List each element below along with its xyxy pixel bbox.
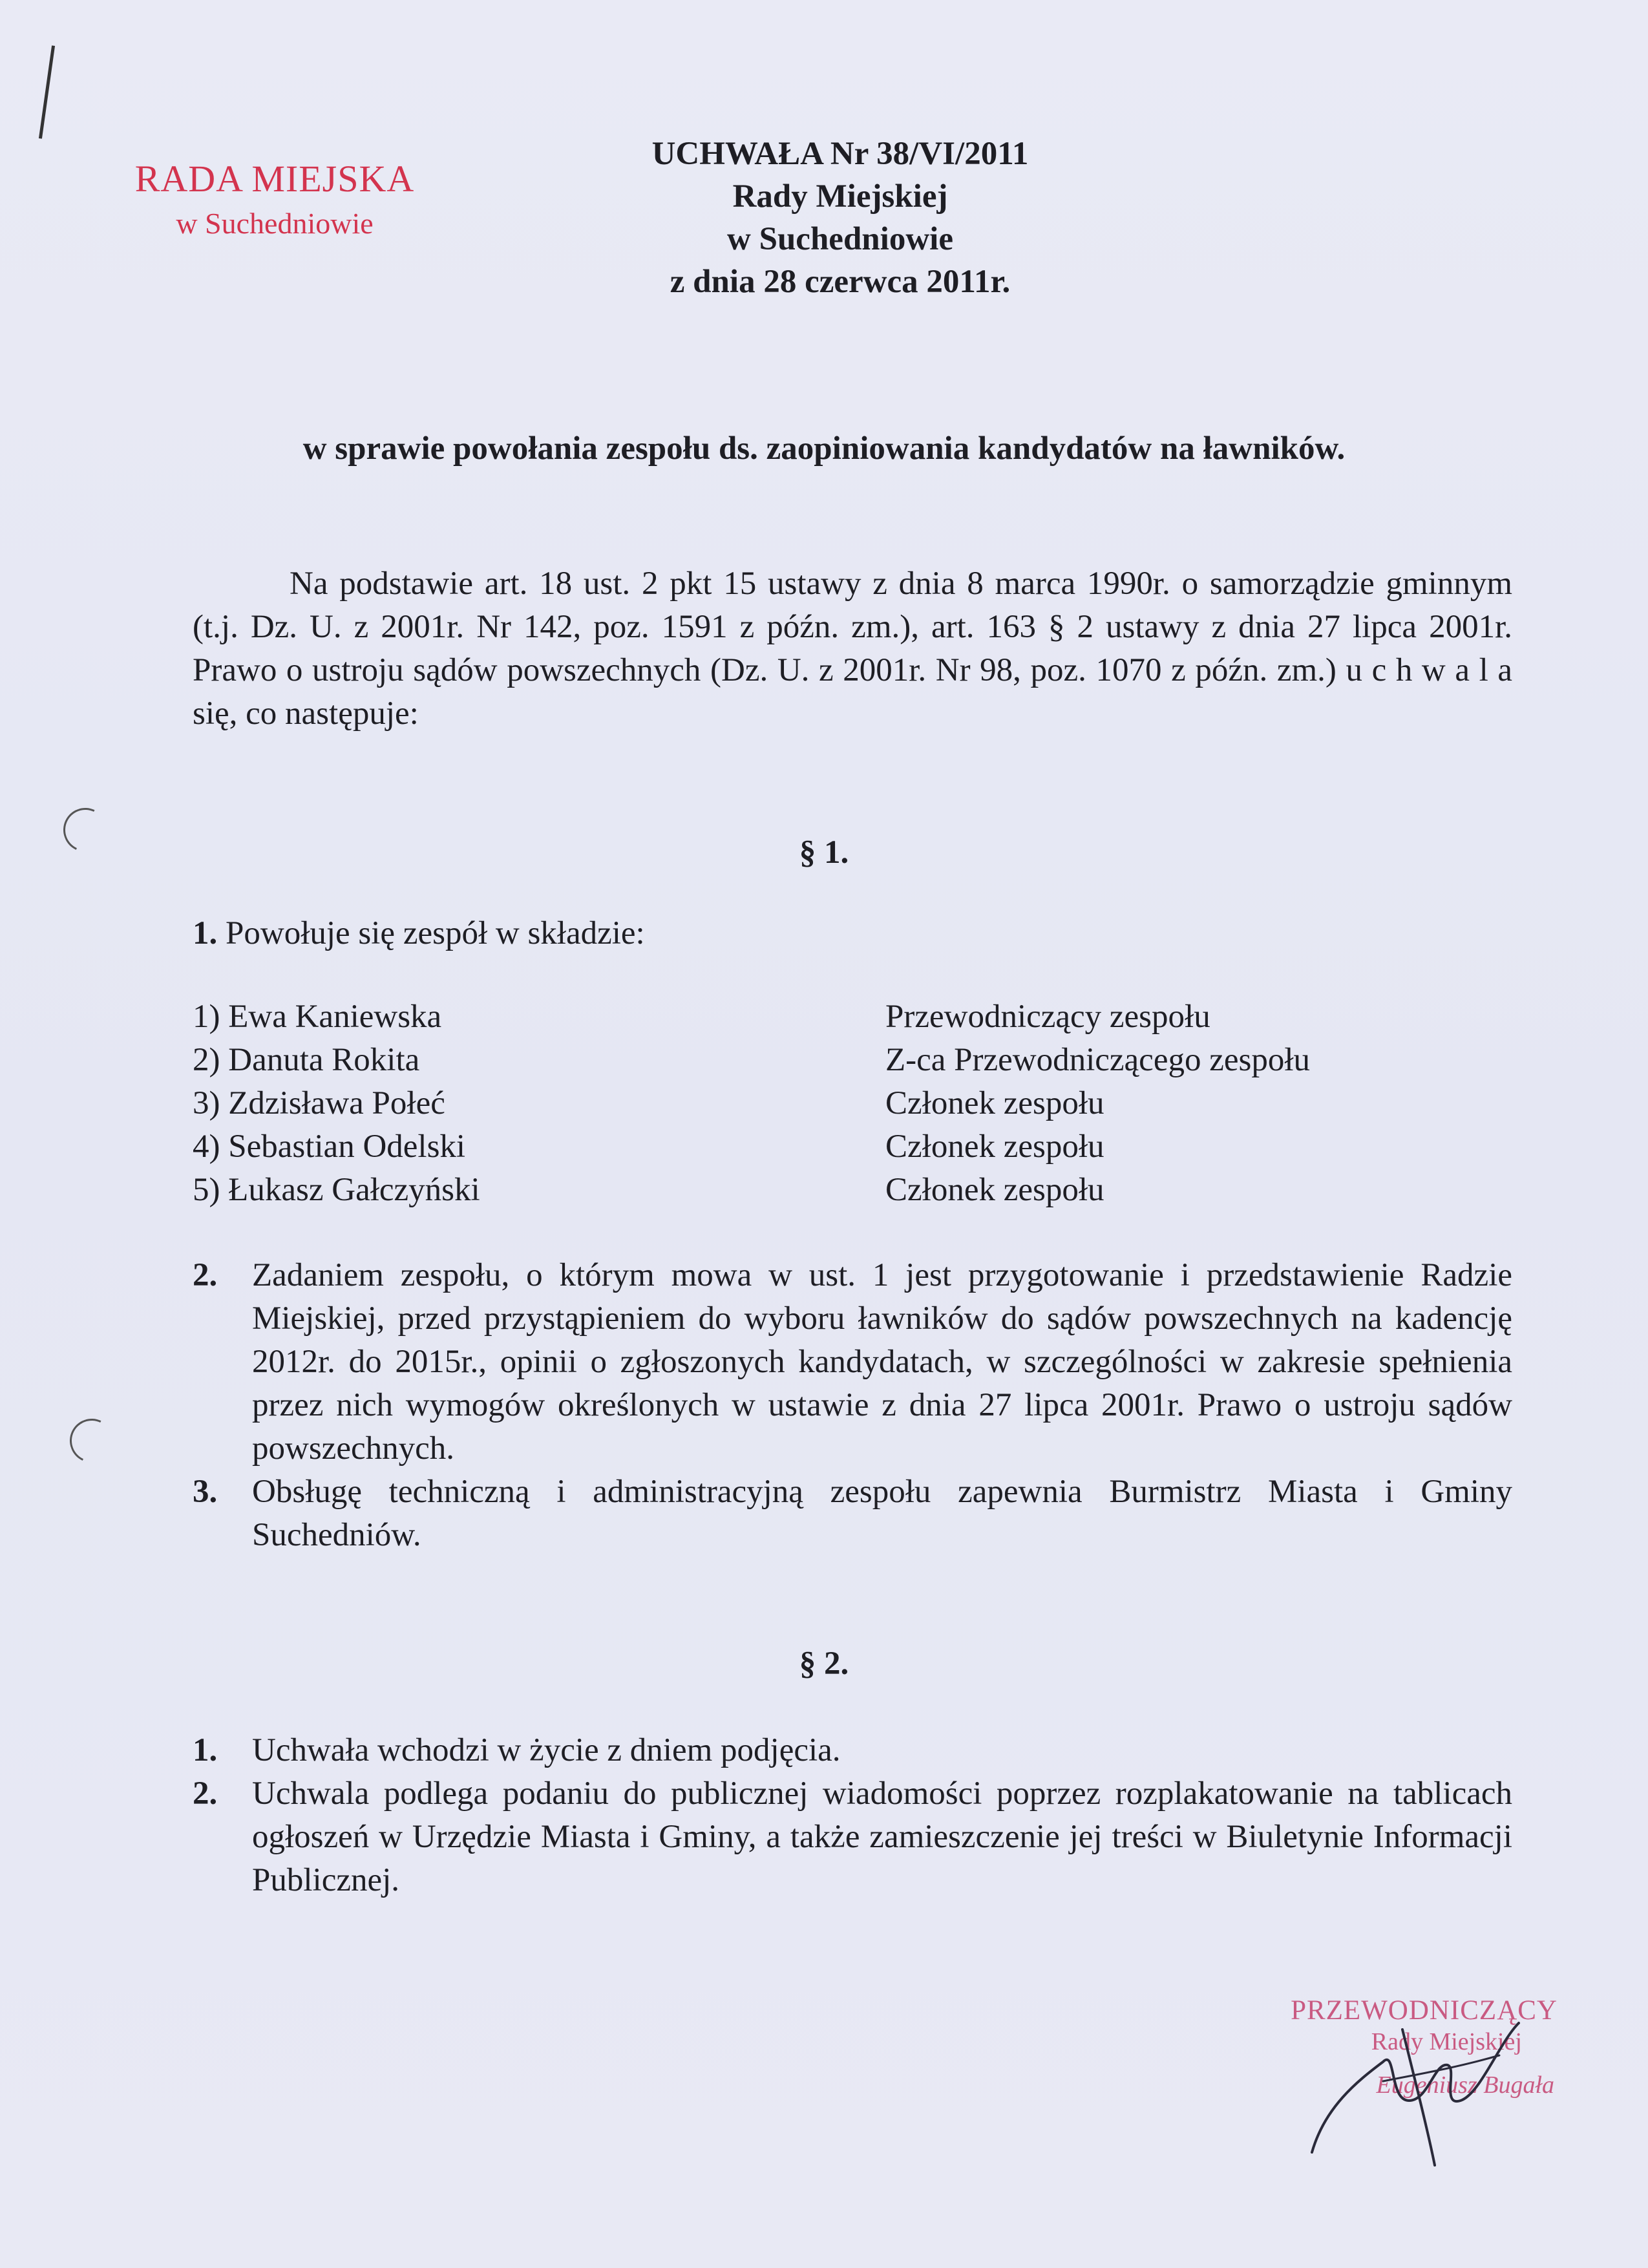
member-name: 3) Zdzisława Połeć [193, 1085, 445, 1121]
member-role: Członek zespołu [885, 1172, 1104, 1208]
member-name: 2) Danuta Rokita [193, 1042, 420, 1078]
resolution-subject: w sprawie powołania zespołu ds. zaopiniowania kandydatów na ławników. [302, 430, 1346, 467]
list-item-text: Uchwała wchodzi w życie z dniem podjęcia. [252, 1732, 841, 1768]
council-stamp-line2: w Suchedniowie [176, 206, 374, 240]
section-2-heading: § 2. [799, 1646, 849, 1682]
section-1-items [193, 1254, 1512, 1557]
list-item [193, 1729, 1512, 1772]
resolution-title: UCHWAŁA Nr 38/VI/2011 [651, 136, 1029, 172]
member-row [193, 1125, 1485, 1169]
member-row [193, 995, 1485, 1039]
member-name: 5) Łukasz Gałczyński [193, 1172, 480, 1208]
list-item [193, 1772, 1512, 1902]
section-1-intro [193, 915, 645, 952]
resolution-header [485, 132, 1196, 303]
chairman-stamp-name: Eugeniusz Bugała [1376, 2072, 1554, 2099]
section-1-heading: § 1. [799, 834, 849, 871]
header-town: w Suchedniowie [727, 221, 953, 257]
list-item-number: 2. [193, 1257, 218, 1293]
council-stamp [132, 158, 417, 240]
member-role: Przewodniczący zespołu [885, 999, 1210, 1035]
resolution-date: z dnia 28 czerwca 2011r. [670, 264, 1011, 300]
list-item-number: 3. [193, 1474, 218, 1510]
member-row [193, 1082, 1485, 1125]
list-item-number: 1. [193, 1732, 218, 1768]
preamble-text: Na podstawie art. 18 ust. 2 pkt 15 ustawy z dnia 8 marca 1990r. o samorządzie gminnym (t.j. Dz. U. z 2001r. Nr 142, poz. 1591 z późn. zm.), art. 163 § 2 ustawy z dnia 27 lipca 2001r. Prawo o ustroju sądów powszechnych (Dz. U. z 2001r. Nr 98, poz. 1070 z późn. zm.) u c h w a l a się, co następuje: [193, 566, 1512, 732]
section-2-items [193, 1729, 1512, 1902]
member-role: Z-ca Przewodniczącego zespołu [885, 1042, 1310, 1078]
member-name: 4) Sebastian Odelski [193, 1129, 466, 1165]
team-members-list [193, 995, 1485, 1212]
list-item-number: 2. [193, 1775, 218, 1812]
list-item-text: Obsługę techniczną i administracyjną zespołu zapewnia Burmistrz Miasta i Gminy Suchedniów. [252, 1474, 1512, 1553]
chairman-stamp-council: Rady Miejskiej [1371, 2028, 1522, 2055]
list-item-text: Uchwala podlega podaniu do publicznej wiadomości poprzez rozplakatowanie na tablicach ogłoszeń w Urzędzie Miasta i Gminy, a także zamieszczenie jej treści w Biuletynie Informacji Publicznej. [252, 1775, 1512, 1898]
council-stamp-line1: RADA MIEJSKA [134, 158, 415, 200]
member-role: Członek zespołu [885, 1085, 1104, 1121]
preamble [193, 562, 1512, 736]
list-item-text: Zadaniem zespołu, o którym mowa w ust. 1 jest przygotowanie i przedstawienie Radzie Miejskiej, przed przystąpieniem do wyboru ławników do sądów powszechnych na kadencję 2012r. do 2015r., opinii o zgłoszonych kandydatach, w szczególności w zakresie spełnienia przez nich wymogów określonych w ustawie z dnia 27 lipca 2001r. Prawo o ustroju sądów powszechnych. [252, 1257, 1512, 1467]
member-row [193, 1169, 1485, 1212]
chairman-stamp-title: PRZEWODNICZĄCY [1291, 1995, 1558, 2026]
member-row [193, 1039, 1485, 1082]
handwritten-signature [1286, 2004, 1558, 2172]
section-1-intro-text: Powołuje się zespół w składzie: [226, 915, 645, 951]
list-item [193, 1254, 1512, 1470]
section-1-intro-number: 1. [193, 915, 218, 951]
member-name: 1) Ewa Kaniewska [193, 999, 442, 1035]
header-council: Rady Miejskiej [732, 178, 948, 215]
list-item [193, 1470, 1512, 1557]
member-role: Członek zespołu [885, 1129, 1104, 1165]
